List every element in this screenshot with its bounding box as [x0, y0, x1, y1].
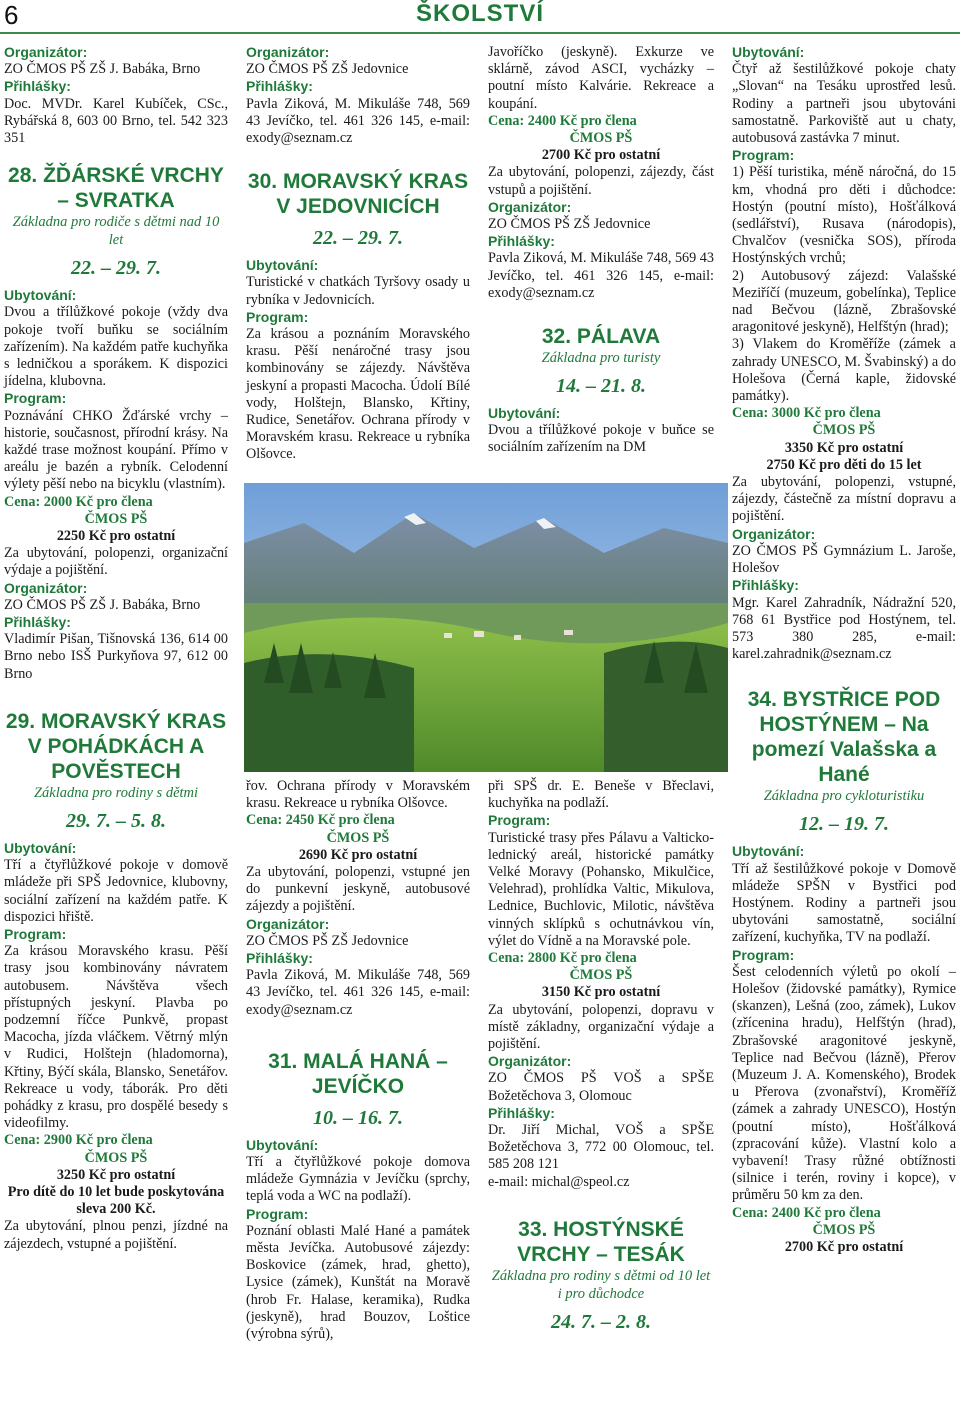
- trip-32-dates: 14. – 21. 8.: [556, 375, 646, 398]
- text: ZO ČMOS PŠ ZŠ J. Babáka, Brno: [4, 61, 201, 78]
- text: řov. Ochrana přírody v Moravském krasu. Rekreace u rybníka Olšovce.: [246, 778, 470, 812]
- text: Turistické v chatkách Tyršovy osady u rybníka v Jedovnicích.: [246, 274, 470, 308]
- price-member-union: ČMOS PŠ: [569, 967, 633, 984]
- trip-28-title: 28. ŽĎÁRSKÉ VRCHY – SVRATKA: [8, 164, 224, 213]
- price-member-union: ČMOS PŠ: [84, 510, 148, 527]
- trip-30-dates: 22. – 29. 7.: [313, 227, 403, 250]
- label-organizer: Organizátor:: [4, 44, 88, 60]
- text: Za krásou Moravského krasu. Pěší trasy jsou kombinovány návratem autobusem. Návštěva všech přístupných jeskyní. Plavba po podzemní říčce Punkvě, propast Macocha, jízda vláčkem. Větrný mlýn v Rudici, Holštejn (hladomorna), Křtiny, Býčí skála, Blansko, Senetářov. Rekreace u vody, táborák. Pro děti pohádky z krasu, pro dospělé besedy s videofilmy.: [4, 943, 228, 1132]
- trip-30-title: 30. MORAVSKÝ KRAS V JEDOVNICÍCH: [247, 170, 469, 219]
- text: ZO ČMOS PŠ ZŠ Jedovnice: [246, 61, 409, 78]
- text: Pavla Ziková, M. Mikuláše 748, 569 43 Jevíčko, tel. 461 326 145, e-mail: exody@seznam.cz: [246, 95, 470, 147]
- price-member: Cena: 2800 Kč pro člena: [488, 950, 637, 967]
- text: Za ubytování, polopenzi, vstupné jen do punkevní jeskyně, autobusové zájezdy a pojištění.: [246, 864, 470, 915]
- text: Turistické trasy přes Pálavu a Valticko-lednický areál, historické památky Velké Moravy (Pohansko, Mikulčice, Velehrad), prohlídka Valtic, Mikulova, Lednice, Buchlovic, Milotic, návštěva vinných sklípků s ochutnávkou vín, výlet do Vídně a na Moravské pole.: [488, 829, 714, 949]
- price-member: Cena: 2000 Kč pro člena: [4, 493, 153, 510]
- price-member: Cena: 2450 Kč pro člena: [246, 812, 395, 829]
- text: Poznávání CHKO Žďárské vrchy – historie, současnost, přírodní krásy. Na každé trase možnost koupání. Přímo v areálu je bazén a rybník. Celodenní výlety pěší nebo na bicyklu (vlastním).: [4, 407, 228, 493]
- landscape-photo: [244, 483, 728, 772]
- price-member-union: ČMOS PŠ: [569, 130, 633, 147]
- column-4: [732, 44, 956, 1256]
- label-organizer: Organizátor:: [246, 44, 330, 60]
- label-program: Program:: [732, 946, 795, 963]
- column-2-bottom: [246, 778, 470, 1343]
- text: Poznání oblasti Malé Hané a památek města Jevíčka. Autobusové zájezdy: Boskovice (zámek, hrad, ghetto), Lysice (zámek), Kunštát na Moravě (hrob Fr. Halase, keramika), Rudka (jeskyně), hrad Bouzov, Loštice (výrobna sýrů),: [246, 1222, 470, 1343]
- price-others: 2690 Kč pro ostatní: [298, 846, 418, 863]
- page-number: 6: [4, 0, 19, 30]
- price-child-discount: Pro dítě do 10 let bude poskytována sleva 200 Kč.: [7, 1183, 225, 1218]
- price-others: 2700 Kč pro ostatní: [784, 1238, 904, 1255]
- text: Doc. MVDr. Karel Kubíček, CSc., Rybářská 8, 603 00 Brno, tel. 542 323 351: [4, 95, 228, 147]
- trip-33-subtitle: Základna pro rodiny s dětmi od 10 let i pro důchodce: [491, 1267, 711, 1302]
- text: při SPŠ dr. E. Beneše v Břeclavi, kuchyňka na podlaží.: [488, 778, 714, 812]
- trip-31-dates: 10. – 16. 7.: [313, 1106, 403, 1129]
- label-accommodation: Ubytování:: [732, 44, 805, 60]
- label-accommodation: Ubytování:: [246, 1136, 319, 1153]
- label-organizer: Organizátor:: [488, 198, 572, 215]
- text: Dvou a třílůžkové pokoje (vždy dva pokoje tvoří buňku se sociálním zařízením). Na každém patře kuchyňka s ledničkou a sporákem. K dispozici jídelna, klubovna.: [4, 304, 228, 390]
- text: Pavla Ziková, M. Mikuláše 748, 569 43 Jevíčko, tel. 461 326 145, e-mail: exody@seznam.cz: [246, 967, 470, 1018]
- text: Tří až šestilůžkové pokoje v Domově mládeže SPŠN v Bystřici pod Hostýnem. Rodiny a partneři jsou ubytováni samostatně, sociální zařízení, kuchyňka, TV na podlaží.: [732, 860, 956, 946]
- label-registration: Přihlášky:: [246, 950, 313, 967]
- price-others: 2700 Kč pro ostatní: [541, 147, 661, 164]
- column-3-top: [488, 44, 714, 457]
- label-program: Program:: [246, 1205, 309, 1222]
- trip-31-title: 31. MALÁ HANÁ – JEVÍČKO: [268, 1049, 448, 1098]
- landscape-photo-icon: [244, 483, 728, 772]
- label-program: Program:: [4, 390, 67, 407]
- text: Za ubytování, polopenzi, organizační výdaje a pojištění.: [4, 545, 228, 579]
- trip-33-dates: 24. 7. – 2. 8.: [551, 1310, 651, 1333]
- label-organizer: Organizátor:: [246, 915, 330, 932]
- text: ZO ČMOS PŠ VOŠ a SPŠE Božetěchova 3, Olomouc: [488, 1070, 714, 1104]
- price-others: 3250 Kč pro ostatní: [56, 1166, 176, 1183]
- price-member: Cena: 3000 Kč pro člena: [732, 405, 881, 422]
- text: Vladimír Pišan, Tišnovská 136, 614 00 Brno nebo ISŠ Purkyňova 97, 612 00 Brno: [4, 631, 228, 682]
- trip-28-subtitle: Základna pro rodiče s dětmi nad 10 let: [12, 214, 220, 249]
- price-member-union: ČMOS PŠ: [326, 829, 390, 846]
- price-member: Cena: 2400 Kč pro člena: [488, 112, 637, 129]
- label-program: Program:: [246, 308, 309, 325]
- trip-29-title: 29. MORAVSKÝ KRAS V POHÁDKÁCH A POVĚSTECH: [5, 709, 227, 783]
- trip-32-title: 32. PÁLAVA: [541, 325, 661, 349]
- column-3-bottom: [488, 778, 714, 1341]
- text: Za ubytování, polopenzi, vstupné, zájezdy, částečně za místní dopravu a pojištění.: [732, 474, 956, 525]
- text: Pavla Ziková, M. Mikuláše 748, 569 43 Jevíčko, tel. 461 326 145, e-mail: exody@seznam.cz: [488, 250, 714, 301]
- trip-32-subtitle: Základna pro turisty: [541, 350, 661, 367]
- trip-33-title: 33. HOSTÝNSKÉ VRCHY – TESÁK: [517, 1217, 685, 1266]
- column-1: [4, 44, 228, 1253]
- trip-34-dates: 12. – 19. 7.: [799, 813, 889, 836]
- text: ZO ČMOS PŠ Gymnázium L. Jaroše, Holešov: [732, 542, 956, 577]
- label-program: Program:: [4, 925, 67, 942]
- trip-29-dates: 29. 7. – 5. 8.: [66, 809, 166, 832]
- label-registration: Přihlášky:: [4, 614, 71, 631]
- label-organizer: Organizátor:: [732, 525, 816, 542]
- trip-28-dates: 22. – 29. 7.: [71, 257, 161, 280]
- label-accommodation: Ubytování:: [732, 843, 805, 860]
- text: ZO ČMOS PŠ ZŠ J. Babáka, Brno: [4, 596, 201, 613]
- text: Za krásou a poznáním Moravského krasu. Pěší nenáročné trasy jsou kombinovány se zájezdy. Návštěva jeskyní a propasti Macocha. Údolí Bílé vody, Holštejn, Blansko, Křtiny, Rudice, Senetářov. Ochrana přírody v Moravském krasu. Rekreace u rybníka Olšovce.: [246, 326, 470, 463]
- text: Dvou a třílůžkové pokoje v buňce se sociálním zařízením na DM: [488, 422, 714, 456]
- text: Za ubytování, polopenzi, dopravu v místě základny, organizační výdaje a pojištění.: [488, 1001, 714, 1053]
- trip-34-subtitle: Základna pro cykloturistiku: [763, 788, 925, 805]
- price-member-union: ČMOS PŠ: [84, 1149, 148, 1166]
- column-2-top: [246, 44, 470, 463]
- label-program: Program:: [732, 147, 795, 164]
- price-member-union: ČMOS PŠ: [812, 422, 876, 439]
- price-member: Cena: 2400 Kč pro člena: [732, 1204, 881, 1221]
- label-accommodation: Ubytování:: [246, 257, 319, 274]
- text: e-mail: michal@speol.cz: [488, 1173, 630, 1190]
- label-organizer: Organizátor:: [488, 1053, 572, 1070]
- trip-29-subtitle: Základna pro rodiny s dětmi: [33, 784, 199, 801]
- label-registration: Přihlášky:: [488, 233, 555, 250]
- label-accommodation: Ubytování:: [488, 405, 561, 422]
- price-children: 2750 Kč pro děti do 15 let: [766, 456, 922, 473]
- label-registration: Přihlášky:: [4, 78, 71, 95]
- price-member-union: ČMOS PŠ: [812, 1221, 876, 1238]
- text: Za ubytování, plnou penzi, jízdné na zájezdech, vstupné a pojištění.: [4, 1218, 228, 1252]
- text: Javoříčko (jeskyně). Exkurze ve sklárně, závod ASCI, vycházky – poutní místo Kalvárie. Rekreace a koupání.: [488, 44, 714, 112]
- text: Šest celodenních výletů po okolí – Holešov (židovské památky), Rymice (skanzen), Lešná (zoo, zámek), Lukov (zřícenina hradu), Helfštýn (hrad), Zbrašovské aragonitové jeskyně, Teplice nad Bečvou (lázně), Přerov (Muzeum J. A. Komenského), Brodek u Přerova (zvonařství), Kroměříž (zámek a zahrady UNESCO), Hostýn (poutní místo), Hošťálková (zpracování kůže). Vlastní kolo a vybavení! Trasy růžné obtížnosti (silnice i terén, roviny i kopce), v průměru 50 km za den.: [732, 963, 956, 1204]
- text: 1) Pěší turistika, méně náročná, do 15 km, vhodná pro děti i důchodce: Hostýn (poutní místo), Hošťálková (sedlářství), Rusava (národopis), Chvalčov (vesnička SOS), příroda Hostýnských vrchů; 2) Autobusový zájezd: Valašské Meziříčí (muzeum, gobelínka), Teplice nad Bečvou (lázně, Zbrašovské aragonitové jeskyně), Helfštýn (hrad); 3) Vlakem do Kroměříže (zámek a zahrady UNESCO, M. Švabinský) a do Holešova (Černá kaple, židovské památky).: [732, 164, 956, 405]
- text: Mgr. Karel Zahradník, Nádražní 520, 768 61 Bystřice pod Hostýnem, tel. 573 380 285, e-mail: karel.zahradnik@seznam.cz: [732, 594, 956, 663]
- price-others: 3150 Kč pro ostatní: [541, 984, 661, 1001]
- price-member: Cena: 2900 Kč pro člena: [4, 1132, 153, 1149]
- text: ZO ČMOS PŠ ZŠ Jedovnice: [246, 932, 409, 949]
- price-others: 2250 Kč pro ostatní: [56, 528, 176, 545]
- label-accommodation: Ubytování:: [4, 839, 77, 856]
- text: Za ubytování, polopenzi, zájezdy, část vstupů a pojištění.: [488, 164, 714, 198]
- text: Čtyř až šestilůžkové pokoje chaty „Slovan“ na Tesáku uprostřed lesů. Rodiny a partneři jsou ubytováni samostatně. Parkoviště aut u chaty, autobusová zastávka 7 minut.: [732, 61, 956, 147]
- label-registration: Přihlášky:: [246, 78, 313, 95]
- trip-34-title: 34. BYSTŘICE POD HOSTÝNEM – Na pomezí Valašska a Hané: [747, 688, 941, 787]
- label-program: Program:: [488, 812, 551, 829]
- price-others: 3350 Kč pro ostatní: [784, 439, 904, 456]
- text: ZO ČMOS PŠ ZŠ Jedovnice: [488, 216, 651, 233]
- header-rule: [0, 32, 960, 34]
- label-registration: Přihlášky:: [488, 1104, 555, 1121]
- text: Tří a čtyřlůžkové pokoje v domově mládeže při SPŠ Jedovnice, klubovny, sociální zařízení na každém patře. K dispozici hřiště.: [4, 857, 228, 925]
- section-title: ŠKOLSTVÍ: [415, 0, 544, 27]
- label-organizer: Organizátor:: [4, 579, 88, 596]
- text: Dr. Jiří Michal, VOŠ a SPŠE Božetěchova 3, 772 00 Olomouc, tel. 585 208 121: [488, 1122, 714, 1173]
- label-registration: Přihlášky:: [732, 577, 799, 594]
- text: Tří a čtyřlůžkové pokoje domova mládeže Gymnázia v Jevíčku (sprchy, teplá voda a WC na podlaží).: [246, 1154, 470, 1205]
- label-accommodation: Ubytování:: [4, 287, 77, 304]
